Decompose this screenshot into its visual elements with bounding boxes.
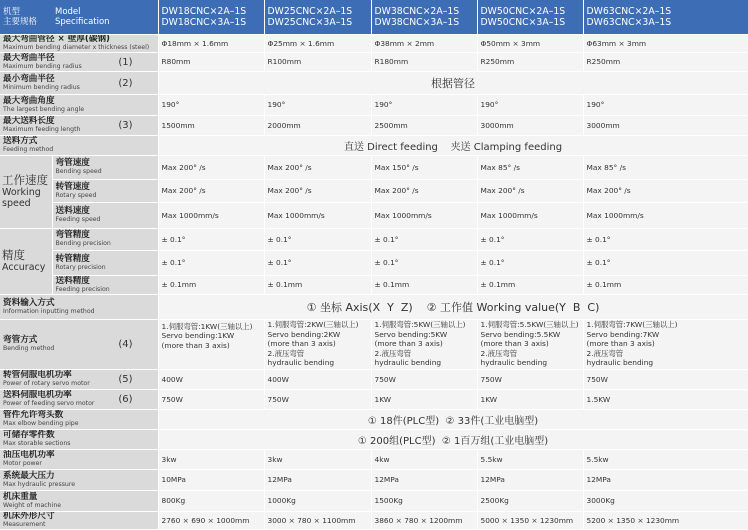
- cell: Max 200° /s: [264, 155, 371, 179]
- cell: 3860 × 780 × 1200mm: [371, 511, 477, 529]
- cell: 1.伺服弯管:5KW(三轴以上) Servo bending:5KW (more than 3 axis) 2.液压弯管 hydraulic bending: [371, 319, 477, 369]
- cell: 5.5kw: [477, 449, 583, 469]
- cell: 750W: [583, 369, 748, 389]
- header-label-cell: [0, 0, 158, 34]
- cell: 12MPa: [264, 469, 371, 490]
- cell: Φ63mm × 3mm: [583, 34, 748, 52]
- model-header-3: DW38CNC×2A–1S DW38CNC×3A–1S: [371, 0, 477, 34]
- row-min-radius: [0, 71, 748, 94]
- cell: 1000Kg: [264, 490, 371, 511]
- cell: Max 85° /s: [477, 155, 583, 179]
- cell: ± 0.1°: [158, 250, 264, 275]
- cell: 400W: [264, 369, 371, 389]
- row-label: 弯管方式 (4) Bending method: [0, 319, 158, 369]
- row-bending-method: [0, 319, 748, 369]
- cell: ± 0.1°: [264, 228, 371, 250]
- row-label: 资料输入方式 Information inputting method: [0, 294, 158, 319]
- row-label: 机床外形尺寸 Measurement: [0, 511, 158, 529]
- row-label: 转管伺服电机功率 (5) Power of rotary servo motor: [0, 369, 158, 389]
- cell: R100mm: [264, 52, 371, 71]
- cell: R80mm: [158, 52, 264, 71]
- row-max-radius: [0, 52, 748, 71]
- model-header-1: DW18CNC×2A–1S DW18CNC×3A–1S: [158, 0, 264, 34]
- cell: 2500Kg: [477, 490, 583, 511]
- cell: Φ38mm × 2mm: [371, 34, 477, 52]
- cell: 2760 × 690 × 1000mm: [158, 511, 264, 529]
- cell: ± 0.1mm: [477, 275, 583, 294]
- cell: 1.伺服弯管:7KW(三轴以上) Servo bending:7KW (more than 3 axis) 2.液压弯管 hydraulic bending: [583, 319, 748, 369]
- cell: Max 1000mm/s: [583, 202, 748, 228]
- row-weight: [0, 490, 748, 511]
- merged-cell: ① 200组(PLC型) ② 1百万组(工业电脑型): [158, 429, 748, 449]
- row-elbows: [0, 409, 748, 429]
- row-bending-speed: [0, 155, 748, 179]
- cell: 1.5KW: [583, 389, 748, 409]
- cell: 12MPa: [477, 469, 583, 490]
- cell: Φ18mm × 1.6mm: [158, 34, 264, 52]
- cell: 190°: [477, 94, 583, 115]
- header-label-zh: 机型: [3, 6, 21, 17]
- cell: 12MPa: [583, 469, 748, 490]
- cell: 1.伺服弯管:2KW(三轴以上) Servo bending:2KW (more than 3 axis) 2.液压弯管 hydraulic bending: [264, 319, 371, 369]
- cell: ± 0.1°: [158, 228, 264, 250]
- merged-cell: ① 18件(PLC型) ② 33件(工业电脑型): [158, 409, 748, 429]
- cell: Max 200° /s: [477, 179, 583, 202]
- row-pressure: [0, 469, 748, 490]
- cell: ± 0.1mm: [583, 275, 748, 294]
- cell: ± 0.1°: [583, 250, 748, 275]
- row-max-feed: [0, 115, 748, 135]
- cell: 5000 × 1350 × 1230mm: [477, 511, 583, 529]
- cell: 12MPa: [371, 469, 477, 490]
- cell: 1500mm: [158, 115, 264, 135]
- merged-cell: 直送 Direct feeding 夹送 Clamping feeding: [158, 135, 748, 155]
- row-label: 最小弯曲半径 (2) Minimum bending radius: [0, 71, 158, 94]
- cell: 3000Kg: [583, 490, 748, 511]
- row-label: 油压电机功率 Motor power: [0, 449, 158, 469]
- cell: 3kw: [264, 449, 371, 469]
- cell: Max 1000mm/s: [371, 202, 477, 228]
- row-label: 最大弯曲角度 The largest bending angle: [0, 94, 158, 115]
- model-header-4: DW50CNC×2A–1S DW50CNC×3A–1S: [477, 0, 583, 34]
- row-label: 机床重量 Weight of machine: [0, 490, 158, 511]
- category-working-speed: 工作速度 Working speed: [0, 155, 52, 228]
- row-bending-precision: [0, 228, 748, 250]
- cell: ± 0.1°: [371, 228, 477, 250]
- cell: 750W: [264, 389, 371, 409]
- row-feeding-precision: [0, 275, 748, 294]
- row-label: 最大弯曲半径 (1) Maximum bending radius: [0, 52, 158, 71]
- cell: 1KW: [371, 389, 477, 409]
- cell: ± 0.1°: [477, 228, 583, 250]
- cell: 190°: [264, 94, 371, 115]
- cell: Φ25mm × 1.6mm: [264, 34, 371, 52]
- row-rotary-speed: [0, 179, 748, 202]
- row-input-method: [0, 294, 748, 319]
- cell: Max 85° /s: [583, 155, 748, 179]
- cell: 750W: [158, 389, 264, 409]
- row-sections: [0, 429, 748, 449]
- cell: Max 150° /s: [371, 155, 477, 179]
- model-header-5: DW63CNC×2A–1S DW63CNC×3A–1S: [583, 0, 748, 34]
- cell: 2000mm: [264, 115, 371, 135]
- cell: Max 200° /s: [158, 179, 264, 202]
- header-label-zh-2: 主要规格: [3, 16, 38, 27]
- cell: 190°: [583, 94, 748, 115]
- cell: R250mm: [583, 52, 748, 71]
- table-header: [0, 0, 748, 34]
- cell: 800Kg: [158, 490, 264, 511]
- cell: 5200 × 1350 × 1230mm: [583, 511, 748, 529]
- cell: 190°: [158, 94, 264, 115]
- cell: Max 200° /s: [371, 179, 477, 202]
- category-accuracy: 精度 Accuracy: [0, 228, 52, 294]
- sub-label: 弯管精度 Bending precision: [52, 228, 158, 250]
- cell: 400W: [158, 369, 264, 389]
- row-rotary-precision: [0, 250, 748, 275]
- cell: 2500mm: [371, 115, 477, 135]
- merged-cell: ① 坐标 Axis(X Y Z) ② 工作值 Working value(Y B C): [158, 294, 748, 319]
- row-max-angle: [0, 94, 748, 115]
- cell: R250mm: [477, 52, 583, 71]
- cell: Max 200° /s: [158, 155, 264, 179]
- cell: ± 0.1mm: [264, 275, 371, 294]
- header-spec-en: Specification: [55, 16, 110, 27]
- model-header-2: DW25CNC×2A–1S DW25CNC×3A–1S: [264, 0, 371, 34]
- row-label: 送料方式 Feeding method: [0, 135, 158, 155]
- cell: ± 0.1mm: [371, 275, 477, 294]
- row-label: 系统最大压力 Max hydraulic pressure: [0, 469, 158, 490]
- row-feeding-method: [0, 135, 748, 155]
- cell: 3000 × 780 × 1100mm: [264, 511, 371, 529]
- merged-cell: 根据管径: [158, 71, 748, 94]
- cell: ± 0.1°: [371, 250, 477, 275]
- cell: Max 200° /s: [583, 179, 748, 202]
- row-motor-power: [0, 449, 748, 469]
- sub-label: 弯管速度 Bending speed: [52, 155, 158, 179]
- sub-label: 送料速度 Feeding speed: [52, 202, 158, 228]
- sub-label: 送料精度 Feeding precision: [52, 275, 158, 294]
- row-label: 送料伺服电机功率 (6) Power of feeding servo motor: [0, 389, 158, 409]
- row-max-diameter: [0, 34, 748, 52]
- cell: ± 0.1°: [477, 250, 583, 275]
- cell: Max 1000mm/s: [158, 202, 264, 228]
- row-feeding-power: [0, 389, 748, 409]
- cell: 190°: [371, 94, 477, 115]
- sub-label: 转管精度 Rotary precision: [52, 250, 158, 275]
- cell: R180mm: [371, 52, 477, 71]
- cell: 1.伺服弯管:1KW(三轴以上) Servo bending:1KW (more than 3 axis): [158, 319, 264, 369]
- sub-label: 转管速度 Rotary speed: [52, 179, 158, 202]
- row-label: 最大送料长度 (3) Maximum feeding length: [0, 115, 158, 135]
- cell: 3kw: [158, 449, 264, 469]
- header-model-en: Model: [55, 6, 81, 17]
- cell: Φ50mm × 3mm: [477, 34, 583, 52]
- cell: 5.5kw: [583, 449, 748, 469]
- cell: ± 0.1°: [583, 228, 748, 250]
- cell: Max 200° /s: [264, 179, 371, 202]
- cell: ± 0.1°: [264, 250, 371, 275]
- cell: Max 1000mm/s: [477, 202, 583, 228]
- row-rotary-power: [0, 369, 748, 389]
- cell: 1500Kg: [371, 490, 477, 511]
- cell: 10MPa: [158, 469, 264, 490]
- cell: 750W: [477, 369, 583, 389]
- cell: 750W: [371, 369, 477, 389]
- cell: 4kw: [371, 449, 477, 469]
- cell: 1KW: [477, 389, 583, 409]
- cell: ± 0.1mm: [158, 275, 264, 294]
- row-label: 最大弯曲管径 × 壁厚(碳钢) Maximum bending diameter x thickness (steel): [0, 34, 158, 52]
- cell: 3000mm: [583, 115, 748, 135]
- cell: 1.伺服弯管:5.5KW(三轴以上) Servo bending:5.5KW (more than 3 axis) 2.液压弯管 hydraulic bending: [477, 319, 583, 369]
- row-feeding-speed: [0, 202, 748, 228]
- row-label: 可储存零件数 Max storable sections: [0, 429, 158, 449]
- cell: Max 1000mm/s: [264, 202, 371, 228]
- row-label: 管件允许弯头数 Max elbow bending pipe: [0, 409, 158, 429]
- cell: 3000mm: [477, 115, 583, 135]
- row-measurement: [0, 511, 748, 529]
